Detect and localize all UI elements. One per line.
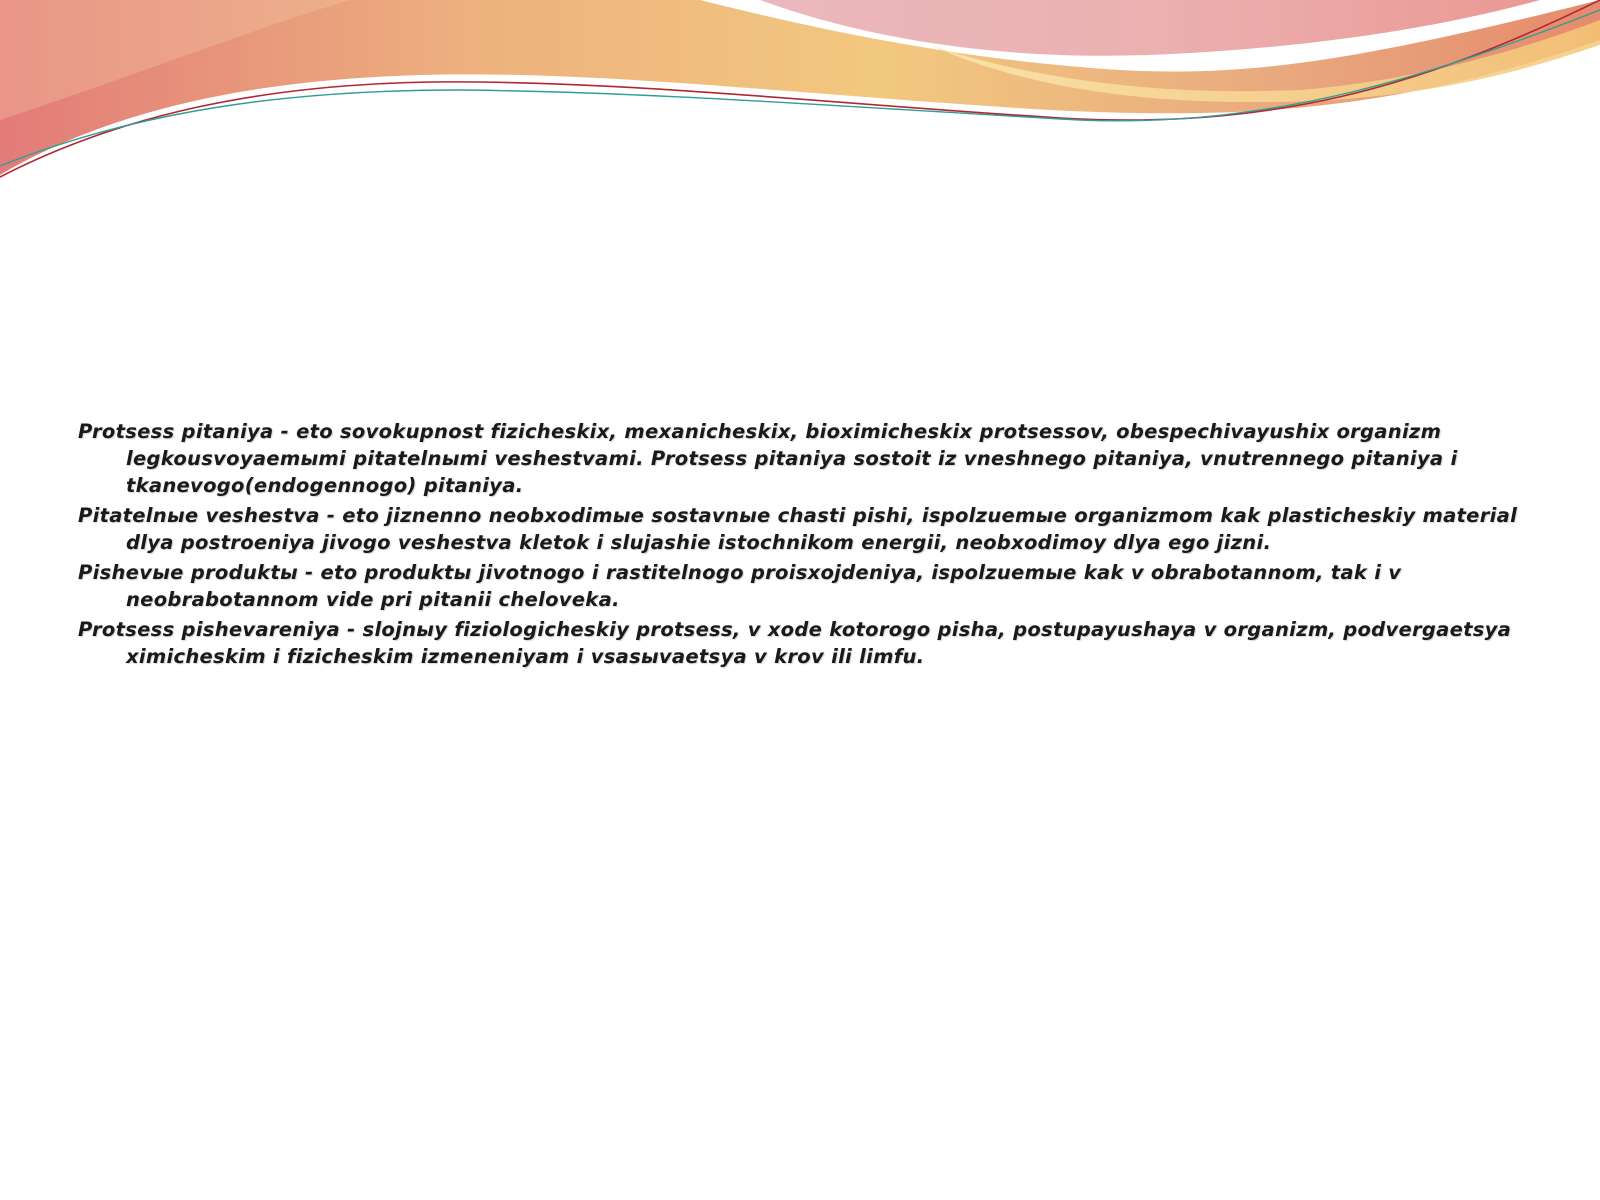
paragraph-pishevye-produkty: Pishevыe produktы - eto produktы jivotnogo i rastitelnogo proisxojdeniya, ispolzuemыe kak v obrabotannom, tak i v neobrabotannom vide pri pitanii cheloveka.	[78, 561, 1402, 611]
paragraph-protsess-pitaniya: Protsess pitaniya - eto sovokupnost fizicheskix, mexanicheskix, bioximicheskix protsessov, obespechivayushix organizm legkousvoyaemыmi pitatelnыmi veshestvami. Protsess pitaniya sostoit iz vneshnego pitaniya, vnutrennego pitaniya i tkanevogo(endogennogo) pitaniya.	[78, 420, 1458, 497]
paragraph-protsess-pishevareniya: Protsess pishevareniya - slojnыy fiziologicheskiy protsess, v xode kotorogo pisha, postupayushaya v organizm, podvergaetsya ximicheskim i fizicheskim izmeneniyam i vsasыvaetsya v krov ili limfu.	[78, 618, 1512, 668]
paragraph-pitatelnye-veshestva: Pitatelnыe veshestva - eto jiznenno neobxodimыe sostavnыe chasti pishi, ispolzuemыe organizmom kak plasticheskiy material dlya postroeniya jivogo veshestva kletok i slujashie istochnikom energii, neobxodimoy dlya ego jizni.	[78, 504, 1518, 554]
decorative-wave-header	[0, 0, 1600, 200]
text-body	[78, 418, 1518, 673]
